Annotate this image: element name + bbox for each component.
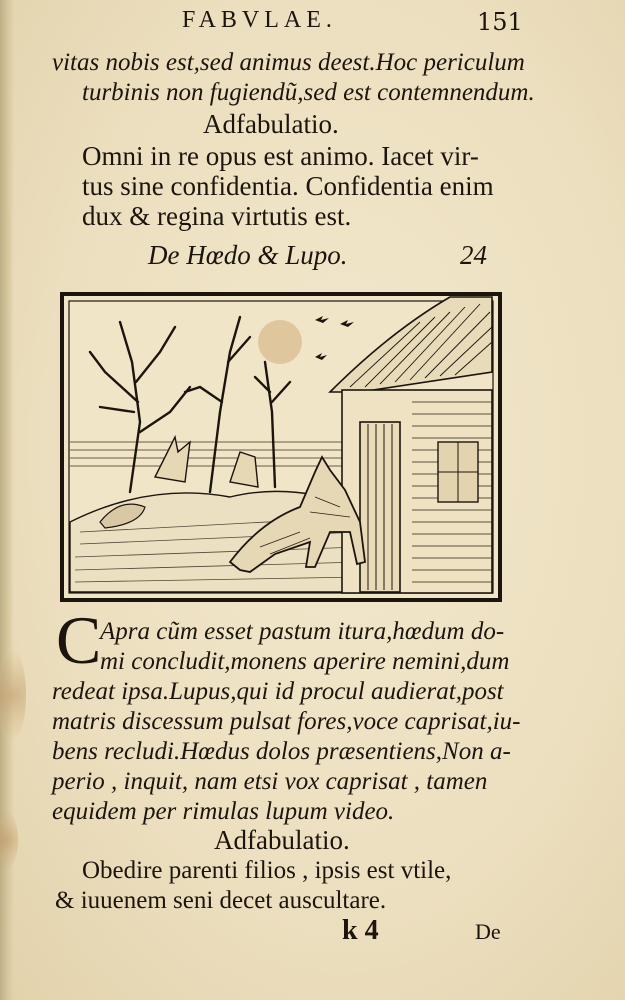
text-line: redeat ipsa.Lupus,qui id procul audierat,post — [52, 678, 504, 705]
signature-mark: k 4 — [342, 915, 379, 946]
text-line: bens recludi.Hœdus dolos præsentiens,Non a- — [52, 738, 511, 765]
text-line: Obedire parenti filios , ipsis est vtile, — [82, 857, 452, 884]
woodcut-illustration — [60, 292, 502, 602]
text-line: Apra cũm esset pastum itura,hœdum do- — [100, 618, 505, 645]
text-line: equidem per rimulas lupum video. — [52, 798, 395, 825]
fable-number: 24 — [460, 240, 487, 270]
text-line: dux & regina virtutis est. — [82, 201, 352, 231]
folio-number: 151 — [477, 8, 523, 36]
catchword: De — [475, 919, 501, 944]
drop-cap: C — [56, 602, 102, 678]
text-line: mi concludit,monens aperire nemini,dum — [100, 648, 510, 675]
text-line: Omni in re opus est animo. Iacet vir- — [82, 141, 479, 171]
text-line: & iuuenem seni decet auscultare. — [55, 887, 387, 914]
text-line: tus sine confidentia. Confidentia enim — [82, 171, 494, 201]
paper-stain — [0, 810, 18, 870]
text-line: vitas nobis est,sed animus deest.Hoc periculum — [52, 49, 525, 76]
text-line: matris discessum pulsat fores,voce caprisat,iu- — [52, 708, 521, 735]
running-head: FABVLAE. — [182, 7, 337, 33]
fable-title: De Hœdo & Lupo. — [148, 240, 348, 270]
text-line: perio , inquit, nam etsi vox caprisat , tamen — [52, 768, 488, 795]
moral-heading: Adfabulatio. — [203, 109, 339, 139]
moral-heading: Adfabulatio. — [214, 825, 350, 855]
text-line: turbinis non fugiendũ,sed est contemnendum. — [82, 79, 535, 106]
paper-stain — [0, 650, 26, 740]
